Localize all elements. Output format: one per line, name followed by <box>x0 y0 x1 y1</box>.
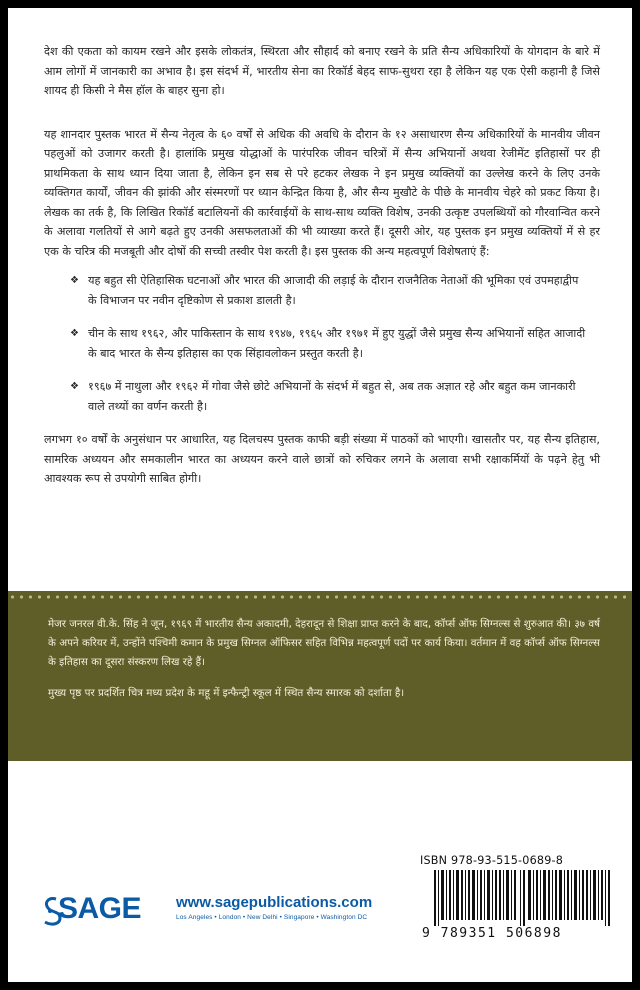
isbn-label: ISBN 978-93-515-0689-8 <box>420 854 564 867</box>
dotted-divider <box>8 591 632 603</box>
back-cover <box>8 8 632 982</box>
audience-paragraph: लगभग १० वर्षों के अनुसंधान पर आधारित, यह दिलचस्प पुस्तक काफी बड़ी संख्या में पाठकों को भाएगी। खासतौर पर, यह सैन्य इतिहास, सामरिक अध्ययन और समकालीन भारत का अध्ययन करने वाले छात्रों को रुचिकर लगने के अलावा सभी रक्षाकर्मियों के पढ़ने हेतु भी आवश्यक रूप से उपयोगी साबित होगी। <box>44 433 600 485</box>
summary-paragraph: यह शानदार पुस्तक भारत में सैन्य नेतृत्व के ६० वर्षों से अधिक की अवधि के दौरान के १२ असाधारण सैन्य अधिकारियों के मानवीय जीवन पहलुओं को उजागर करती है। हालांकि प्रमुख योद्धाओं के पारंपरिक जीवन चरित्रों में सैन्य अभियानों अथवा रेजीमेंट इतिहासों पर ही प्राथमिकता के साथ ध्यान दिया जाता है, लेकिन इन सब से परे हटकर लेखक ने इन प्रमुख व्यक्तियों का उल्लेख करने के लिए उनके व्यक्तिगत कार्यों, जीवन की झांकी और संस्मरणों पर ध्यान केन्द्रित किया है, और सैन्य मुखौटे के पीछे के मानवीय चेहरे को प्रकट किया है। लेखक का तर्क है, कि लिखित रिकॉर्ड बटालियनों की कार्रवाईयों के साथ-साथ व्यक्ति विशेष, उनकी उत्कृष्ट उपलब्धियों को गौरवान्वित करने के अलावा गलतियों से आगे बढ़ते हुए उनकी असफलताओं की भी व्याख्या करते हैं। दूसरी ओर, यह पुस्तक इन प्रमुख व्यक्तियों में से हर एक के चरित्र की मजबूती और दोषों की सच्ची तस्वीर पेश करती है। इस पुस्तक की अन्य महत्वपूर्ण विशेषताएं हैं: <box>44 127 600 258</box>
diamond-bullet-icon: ❖ <box>70 328 79 339</box>
cover-credit: मुख्य पृष्ठ पर प्रदर्शित चित्र मध्य प्रदेश के महू में इन्फैन्ट्री स्कूल में स्थित सैन्य स्मारक को दर्शाता है। <box>48 687 405 699</box>
feature-text: चीन के साथ १९६२, और पाकिस्तान के साथ १९४७, १९६५ और १९७१ में हुए युद्धों जैसे प्रमुख सैन्य अभियानों सहित आजादी के बाद भारत के सैन्य इतिहास का एक सिंहावलोकन प्रस्तुत करती है। <box>88 327 586 360</box>
website-link[interactable]: www.sagepublications.com <box>176 894 373 911</box>
barcode-icon <box>434 870 610 926</box>
list-item <box>70 324 600 363</box>
author-band <box>8 603 632 761</box>
feature-text: यह बहुत सी ऐतिहासिक घटनाओं और भारत की आजादी की लड़ाई के दौरान राजनैतिक नेताओं की भूमिका एवं उपमहाद्वीप के विभाजन पर नवीन दृष्टिकोण से प्रकाश डालती है। <box>88 274 579 307</box>
feature-text: १९६७ में नाथुला और १९६२ में गोवा जैसे छोटे अभियानों के संदर्भ में बहुत से, अब तक अज्ञात रहे और बहुत कम जानकारी वाले तथ्यों का वर्णन करती है। <box>88 380 576 413</box>
barcode-number: 9 789351 506898 <box>422 926 562 941</box>
author-text <box>48 615 600 703</box>
diamond-bullet-icon: ❖ <box>70 275 79 286</box>
blurb-section <box>44 42 600 489</box>
feature-list <box>44 271 600 416</box>
intro-paragraph: देश की एकता को कायम रखने और इसके लोकतंत्र, स्थिरता और सौहार्द को बनाए रखने के प्रति सैन्य अधिकारियों के योगदान के बारे में आम लोगों में जानकारी का अभाव है। इस संदर्भ में, भारतीय सेना का रिकॉर्ड बेहद साफ-सुथरा रहा है लेकिन यह एक ऐसी कहानी है जिसे शायद ही किसी ने मैस हॉल के बाहर सुना हो। <box>44 45 600 97</box>
list-item <box>70 377 600 416</box>
list-item <box>70 271 600 310</box>
diamond-bullet-icon: ❖ <box>70 381 79 392</box>
sage-logo-text: SAGE <box>58 892 142 925</box>
author-bio: मेजर जनरल वी.के. सिंह ने जून, १९६९ में भारतीय सैन्य अकादमी, देहरादून से शिक्षा प्राप्त करने के बाद, कॉर्प्स ऑफ सिग्नल्स से शुरुआत की। ३७ वर्ष के अपने करियर में, उन्होंने पश्चिमी कमान के प्रमुख सिग्नल ऑफिसर सहित विभिन्न महत्वपूर्ण पदों पर कार्य किया। वर्तमान में वह कॉर्प्स ऑफ सिग्नल्स के इतिहास का दूसरा संस्करण लिख रहे हैं। <box>48 618 600 668</box>
publisher-cities: Los Angeles • London • New Delhi • Singapore • Washington DC <box>176 914 368 921</box>
